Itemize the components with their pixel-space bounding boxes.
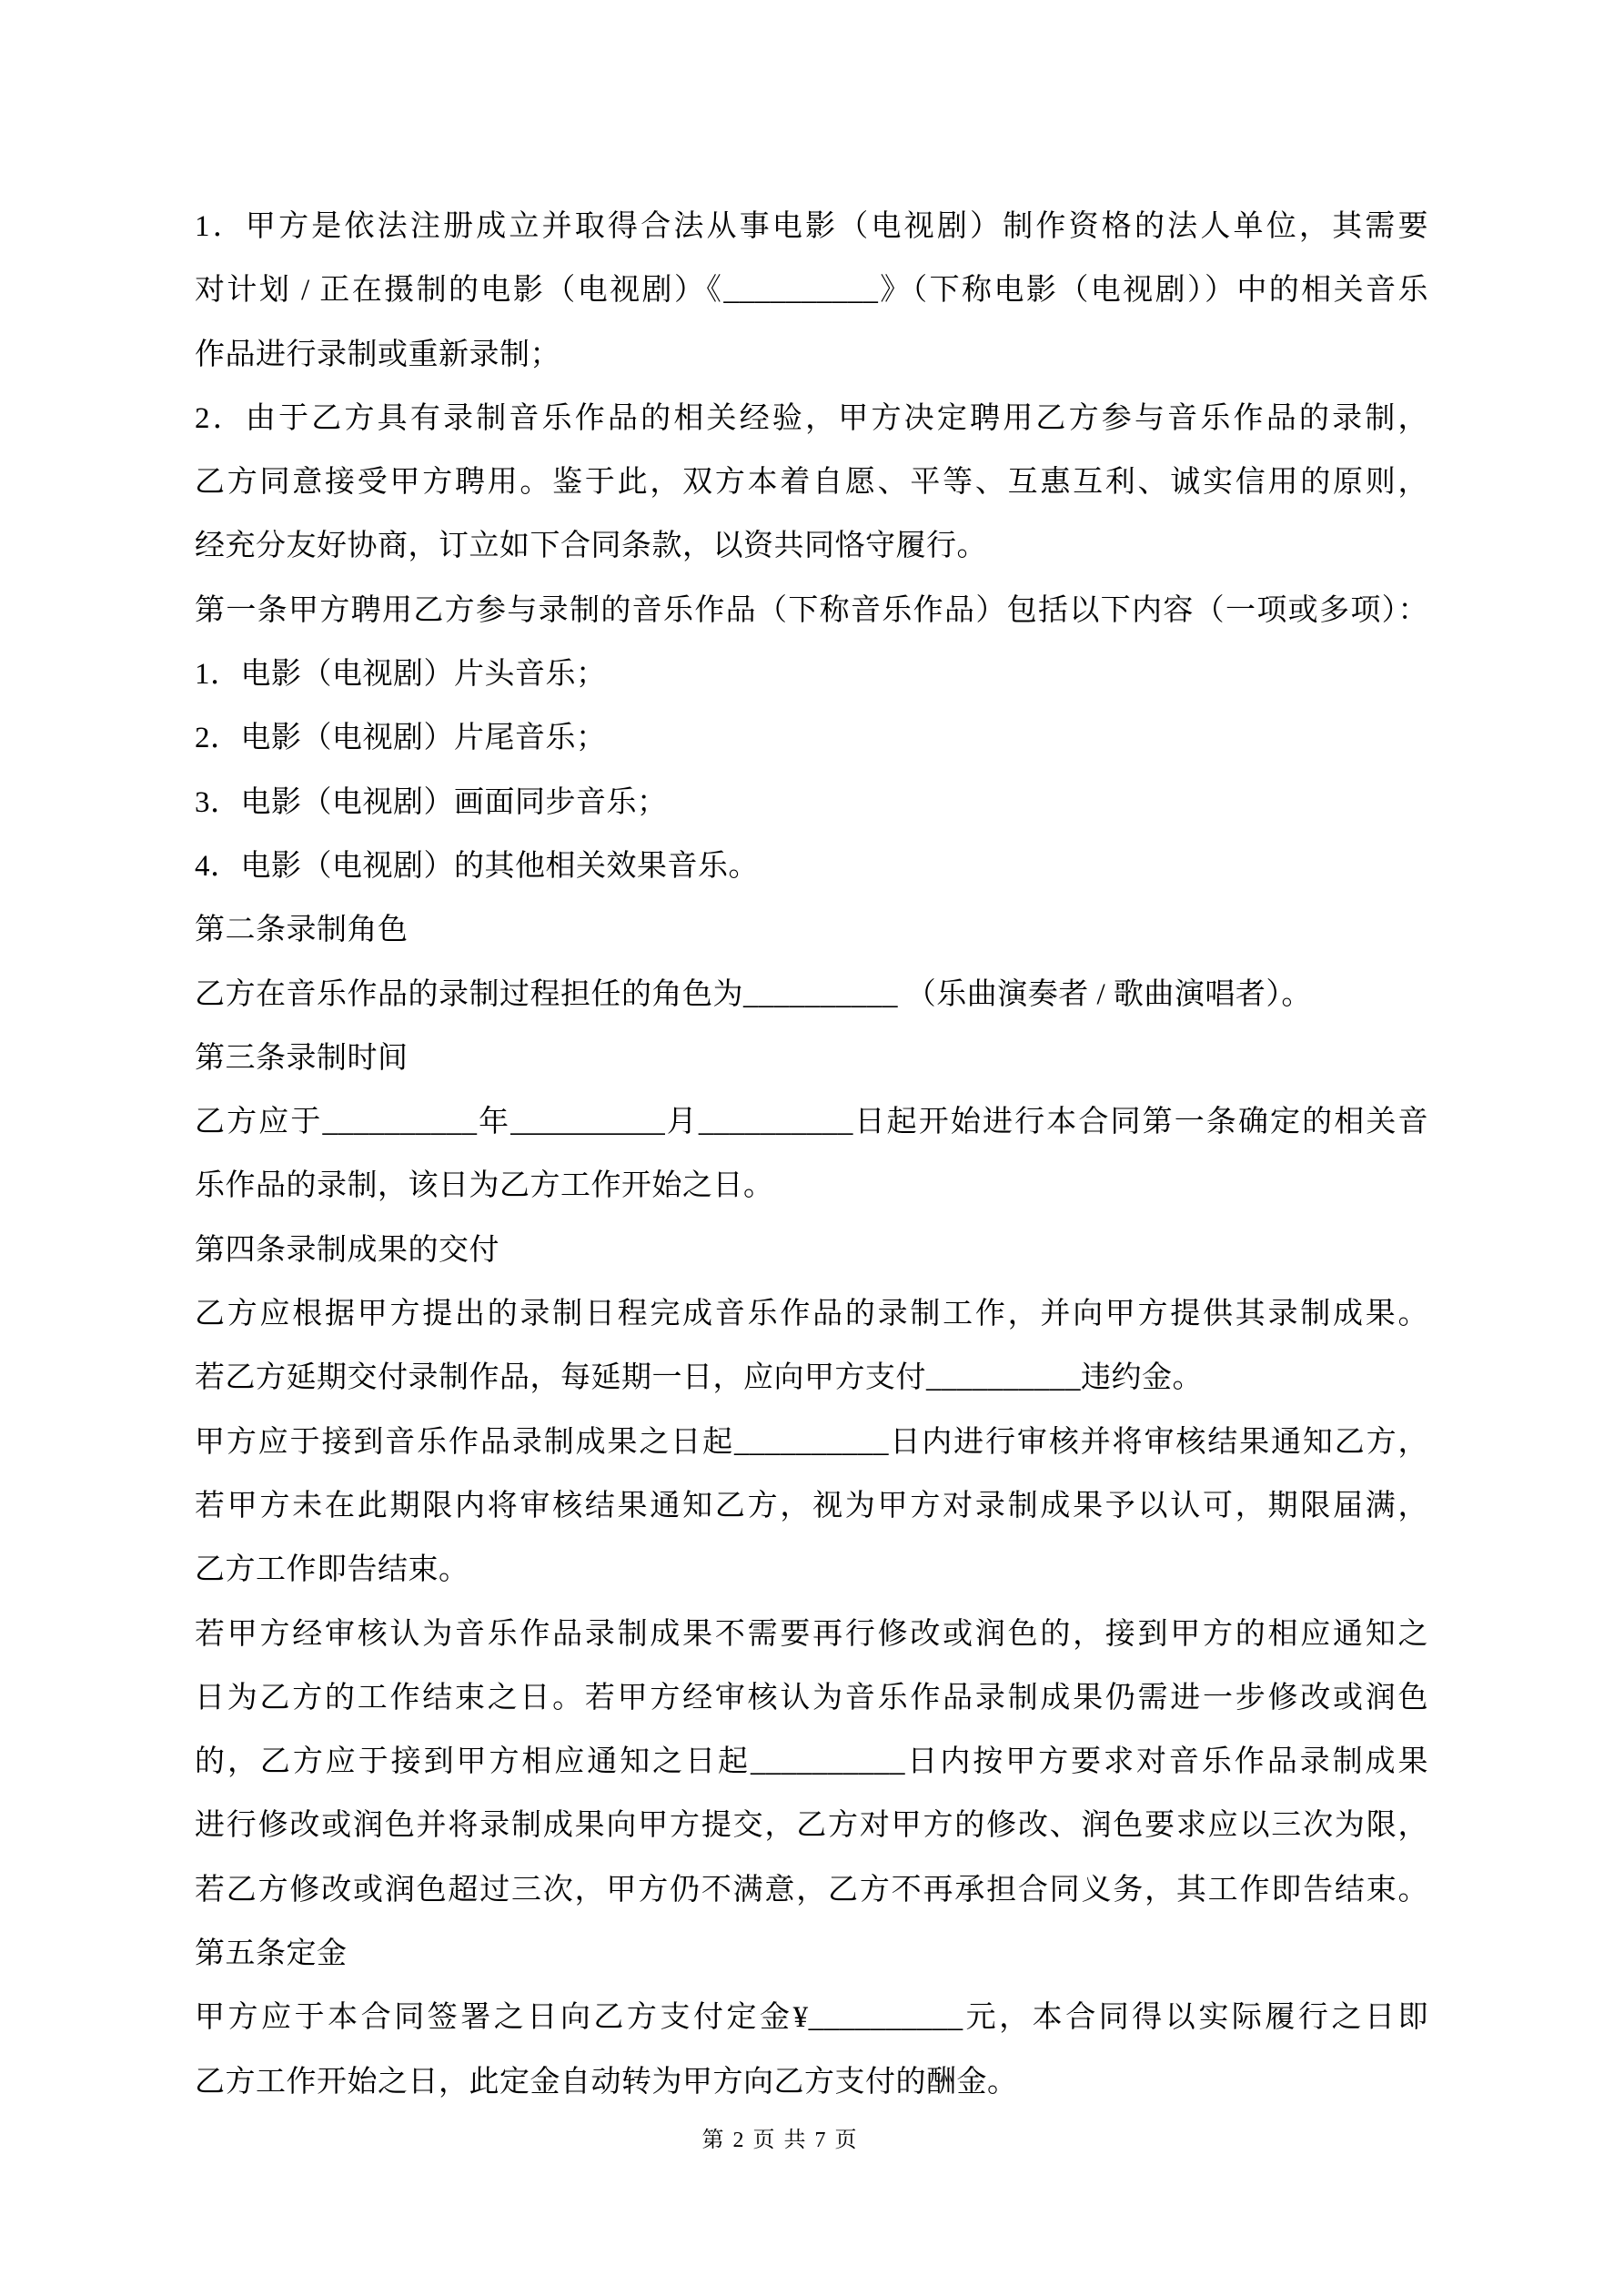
contract-line: 若乙方修改或润色超过三次，甲方仍不满意，乙方不再承担合同义务，其工作即告结束。 (195, 1873, 1428, 1907)
page-footer-text: 第 2 页 共 7 页 (701, 2129, 859, 2152)
contract-line: 日为乙方的工作结束之日。若甲方经审核认为音乐作品录制成果仍需进一步修改或润色 (195, 1681, 1428, 1714)
page-footer (0, 2126, 1624, 2155)
contract-line: 若甲方经审核认为音乐作品录制成果不需要再行修改或润色的，接到甲方的相应通知之 (195, 1617, 1428, 1651)
contract-line: 乙方工作即告结束。 (195, 1553, 469, 1587)
contract-line: 作品进行录制或重新录制； (195, 338, 560, 371)
contract-line: 乙方应根据甲方提出的录制日程完成音乐作品的录制工作，并向甲方提供其录制成果。 (195, 1298, 1428, 1331)
contract-line: 1．甲方是依法注册成立并取得合法从事电影（电视剧）制作资格的法人单位，其需要 (195, 210, 1428, 243)
contract-line: 进行修改或润色并将录制成果向甲方提交，乙方对甲方的修改、润色要求应以三次为限， (195, 1809, 1428, 1843)
contract-line: 乙方工作开始之日，此定金自动转为甲方向乙方支付的酬金。 (195, 2065, 1018, 2099)
contract-line: 第四条录制成果的交付 (195, 1233, 499, 1267)
contract-line: 2．电影（电视剧）片尾音乐； (195, 722, 607, 755)
contract-line: 乐作品的录制，该日为乙方工作开始之日。 (195, 1169, 774, 1203)
contract-line: 若乙方延期交付录制作品，每延期一日，应向甲方支付__________违约金。 (195, 1361, 1203, 1395)
contract-line: 3．电影（电视剧）画面同步音乐； (195, 785, 668, 819)
contract-line: 乙方在音乐作品的录制过程担任的角色为__________ （乐曲演奏者 / 歌曲演唱者）。 (195, 977, 1312, 1011)
contract-line: 的，乙方应于接到甲方相应通知之日起__________日内按甲方要求对音乐作品录制成果 (195, 1745, 1428, 1779)
contract-line: 甲方应于接到音乐作品录制成果之日起__________日内进行审核并将审核结果通知乙方， (195, 1425, 1428, 1459)
contract-line: 4．电影（电视剧）的其他相关效果音乐。 (195, 849, 759, 883)
contract-line: 经充分友好协商，订立如下合同条款，以资共同恪守履行。 (195, 530, 987, 563)
contract-line: 对计划 / 正在摄制的电影（电视剧）《__________》（下称电影（电视剧））中的相关音乐 (195, 274, 1428, 308)
contract-line: 第五条定金 (195, 1937, 348, 1971)
contract-line: 乙方应于__________年__________月__________日起开始进行本合同第一条确定的相关音 (195, 1106, 1428, 1139)
contract-line: 甲方应于本合同签署之日向乙方支付定金¥__________元，本合同得以实际履行之日即 (195, 2001, 1428, 2035)
contract-line: 1．电影（电视剧）片头音乐； (195, 658, 607, 692)
contract-line: 若甲方未在此期限内将审核结果通知乙方，视为甲方对录制成果予以认可，期限届满， (195, 1489, 1428, 1522)
contract-line: 第二条录制角色 (195, 914, 409, 947)
contract-line: 2．由于乙方具有录制音乐作品的相关经验，甲方决定聘用乙方参与音乐作品的录制， (195, 401, 1428, 435)
contract-line: 第一条甲方聘用乙方参与录制的音乐作品（下称音乐作品）包括以下内容（一项或多项）： (195, 593, 1428, 627)
contract-line: 第三条录制时间 (195, 1041, 409, 1075)
contract-body (195, 195, 1428, 2114)
contract-line: 乙方同意接受甲方聘用。鉴于此，双方本着自愿、平等、互惠互利、诚实信用的原则， (195, 466, 1428, 500)
